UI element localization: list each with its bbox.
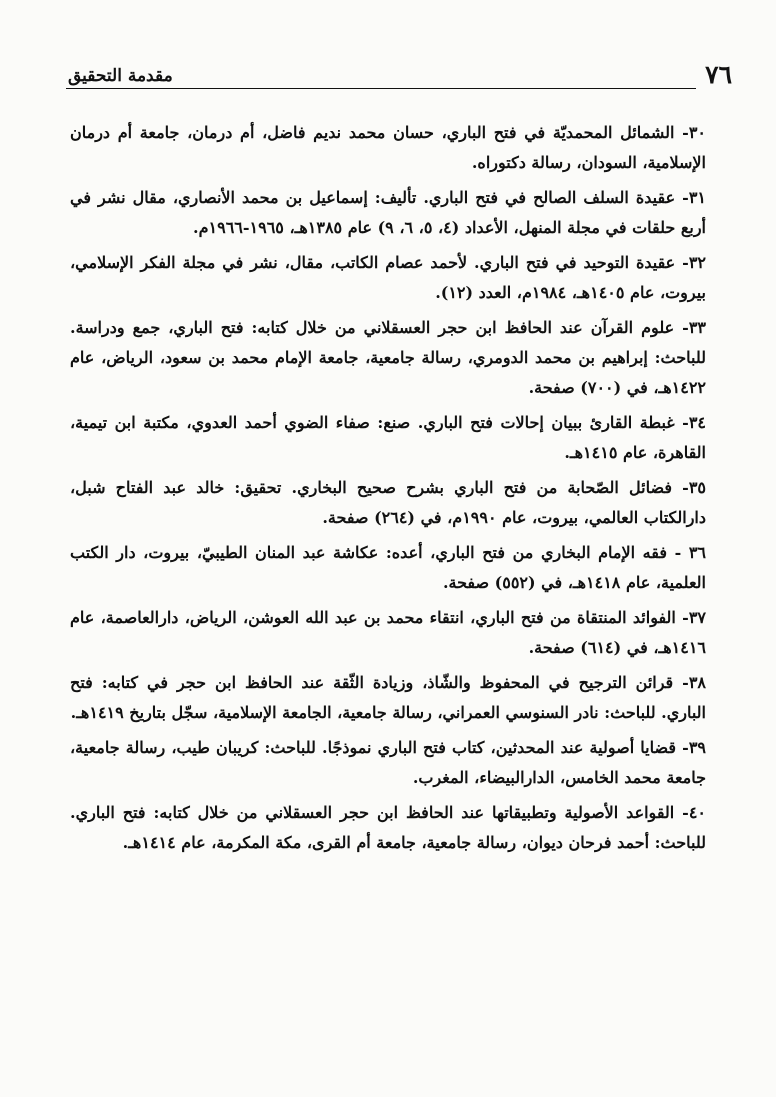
bibliography-entry: ٣٧- الفوائد المنتقاة من فتح الباري، انتقاء محمد بن عبد الله العوشن، الرياض، دارالعاصمة، عام ١٤١٦هـ، في (٦١٤) صفحة. (70, 608, 706, 657)
bibliography-entry: ٣٩- قضايا أصولية عند المحدثين، كتاب فتح الباري نموذجًا. للباحث: كريبان طيب، رسالة جامعية، جامعة محمد الخامس، الدارالبيضاء، المغرب. (70, 738, 706, 787)
page-number: ٧٦ (705, 60, 732, 89)
bibliography-entry: ٣٦ - فقه الإمام البخاري من فتح الباري، أعده: عكاشة عبد المنان الطيبيّ، بيروت، دار الكتب العلمية، عام ١٤١٨هـ، في (٥٥٢) صفحة. (70, 543, 706, 592)
bibliography-entry: ٣٠- الشمائل المحمديّة في فتح الباري، حسان محمد نديم فاضل، أم درمان، جامعة أم درمان الإسلامية، السودان، رسالة دكتوراه. (70, 123, 706, 172)
page-header (40, 60, 736, 96)
bibliography-entry: ٤٠- القواعد الأصولية وتطبيقاتها عند الحافظ ابن حجر العسقلاني من خلال كتابه: فتح الباري. للباحث: أحمد فرحان ديوان، رسالة جامعية، جامعة أم القرى، مكة المكرمة، عام ١٤١٤هـ. (70, 803, 706, 852)
bibliography-entry: ٣٣- علوم القرآن عند الحافظ ابن حجر العسقلاني من خلال كتابه: فتح الباري، جمع ودراسة. للباحث: إبراهيم بن محمد الدومري، رسالة جامعية، جامعة الإمام محمد بن سعود، الرياض، عام ١٤٢٢هـ، في (٧٠٠) صفحة. (70, 318, 707, 397)
bibliography-entry: ٣١- عقيدة السلف الصالح في فتح الباري. تأليف: إسماعيل بن محمد الأنصاري، مقال نشر في أربع حلقات في مجلة المنهل، الأعداد (٤، ٥، ٦، ٩) عام ١٣٨٥هـ، ١٩٦٥-١٩٦٦م. (70, 188, 706, 237)
bibliography-entry: ٣٨- قرائن الترجيح في المحفوظ والشّاذ، وزيادة الثّقة عند الحافظ ابن حجر في كتابه: فتح الباري. للباحث: نادر السنوسي العمراني، رسالة جامعية، الجامعة الإسلامية، سجّل بتاريخ ١٤١٩هـ. (70, 673, 706, 722)
bibliography-entry: ٣٥- فضائل الصّحابة من فتح الباري بشرح صحيح البخاري. تحقيق: خالد عبد الفتاح شبل، دارالكتاب العالمي، بيروت، عام ١٩٩٠م، في (٢٦٤) صفحة. (70, 478, 706, 527)
running-title: مقدمة التحقيق (68, 66, 173, 86)
bibliography-entry: ٣٢- عقيدة التوحيد في فتح الباري. لأحمد عصام الكاتب، مقال، نشر في مجلة الفكر الإسلامي، بيروت، عام ١٤٠٥هـ، ١٩٨٤م، العدد (١٢). (70, 253, 706, 302)
header-rule (66, 88, 696, 89)
bibliography-list (70, 118, 706, 863)
bibliography-entry: ٣٤- غبطة القارئ ببيان إحالات فتح الباري. صنع: صفاء الضوي أحمد العدوي، مكتبة ابن تيمية، القاهرة، عام ١٤١٥هـ. (70, 413, 706, 462)
